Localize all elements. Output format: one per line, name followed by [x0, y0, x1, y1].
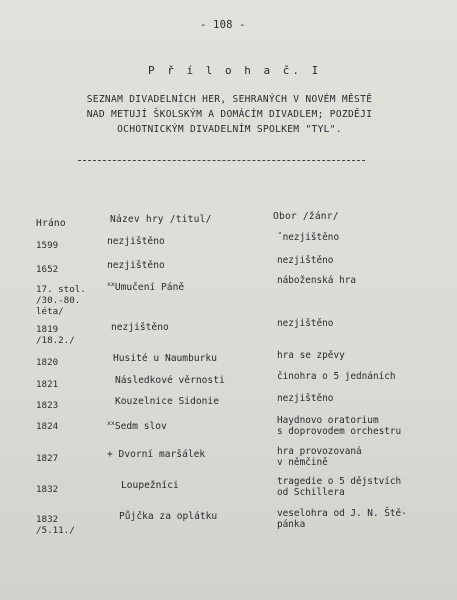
row-genre-line: od Schillera — [277, 487, 345, 498]
footnote-mark: xx — [107, 419, 115, 427]
row-year — [36, 284, 86, 317]
row-genre — [277, 508, 407, 530]
row-title-line: $^{xx}$Umučení Páně — [107, 280, 185, 293]
row-title — [115, 375, 225, 386]
row-title-line: nezjištěno — [107, 260, 165, 271]
document-title — [62, 92, 397, 137]
title-line: SEZNAM DIVADELNÍCH HER, SEHRANÝCH V NOVÉM MĚSTĚ — [86, 94, 373, 105]
row-title-line: nezjištěno — [107, 236, 165, 247]
appendix-heading: P ř í l o h a č. I — [148, 64, 322, 77]
row-genre-line: v němčině — [277, 457, 328, 468]
row-title — [113, 353, 217, 364]
row-year-line: 1819 — [36, 324, 59, 335]
title-line: NAD METUJÍ ŠKOLSKÝM A DOMÁCÍM DIVADLEM; POZDĚJI — [86, 109, 373, 120]
row-title — [111, 322, 169, 333]
column-header-title: Název hry /titul/ — [110, 214, 212, 225]
row-year — [36, 264, 58, 275]
row-title — [107, 260, 165, 271]
row-year-line: 1827 — [36, 453, 59, 464]
row-year — [36, 421, 58, 432]
row-year — [36, 453, 58, 464]
row-genre-line: nezjištěno — [277, 255, 334, 266]
row-year-line: 17. stol. — [36, 284, 86, 295]
row-genre-line: hra se zpěvy — [277, 350, 345, 361]
row-genre-line: s doprovodem orchestru — [277, 426, 402, 437]
row-genre-line: činohra o 5 jednáních — [277, 371, 396, 382]
row-title-line: Následkové věrnosti — [115, 375, 225, 386]
row-year-line: 1823 — [36, 400, 59, 411]
row-genre-line: pánka — [277, 519, 306, 530]
row-year-line: 1652 — [36, 264, 59, 275]
row-year-line: léta/ — [36, 306, 64, 317]
row-year — [36, 484, 58, 495]
row-year-line: 1832 — [36, 484, 59, 495]
row-year — [36, 400, 58, 411]
page-number: - 108 - — [200, 19, 246, 31]
row-year — [36, 240, 58, 251]
row-year-line: /18.2./ — [36, 335, 75, 346]
row-title-line: Kouzelnice Sidonie — [115, 396, 219, 407]
column-header-played: Hráno — [36, 218, 66, 229]
row-genre-line: tragedie o 5 dějstvích — [277, 476, 402, 487]
row-year — [36, 357, 58, 368]
row-genre — [277, 476, 401, 498]
row-genre — [277, 232, 339, 243]
row-year-line: 1820 — [36, 357, 59, 368]
row-title-line: + Dvorní maršálek — [107, 449, 206, 460]
row-genre-line: nezjištěno — [277, 393, 334, 404]
row-title — [119, 511, 217, 522]
row-genre-line: Haydnovo oratorium — [277, 415, 379, 426]
row-year — [36, 379, 58, 390]
row-title — [107, 236, 165, 247]
row-title-line: Loupežníci — [121, 480, 179, 491]
row-year-line: 1821 — [36, 379, 59, 390]
row-genre — [277, 350, 345, 361]
row-genre-line: ˇnezjištěno — [277, 232, 340, 243]
row-title-line: $^{xx}$Sedm slov — [107, 419, 167, 432]
row-title-line: Půjčka za oplátku — [119, 511, 218, 522]
row-title-line: nezjištěno — [111, 322, 169, 333]
row-title — [115, 396, 219, 407]
row-genre-line: náboženská hra — [277, 275, 357, 286]
row-year-line: 1599 — [36, 240, 59, 251]
footnote-mark: xx — [107, 280, 115, 288]
row-genre-line: nezjištěno — [277, 318, 334, 329]
row-genre — [277, 255, 333, 266]
row-year — [36, 514, 75, 536]
column-header-genre: Obor /žánr/ — [273, 211, 339, 222]
row-title — [121, 480, 179, 491]
row-year-line: /30.-80. — [36, 295, 81, 306]
title-line: OCHOTNICKÝM DIVADELNÍM SPOLKEM "TYL". — [117, 124, 342, 135]
row-genre — [277, 393, 333, 404]
row-genre-line: hra provozovaná — [277, 446, 362, 457]
row-title-line: Husité u Naumburku — [113, 353, 217, 364]
row-year — [36, 324, 75, 346]
row-title — [107, 449, 205, 460]
row-genre-line: veselohra od J. N. Ště- — [277, 508, 407, 519]
row-title — [107, 418, 167, 432]
row-year-line: /5.11./ — [36, 525, 75, 536]
row-genre — [277, 275, 356, 286]
row-year-line: 1824 — [36, 421, 59, 432]
row-genre — [277, 371, 396, 382]
row-year-line: 1832 — [36, 514, 59, 525]
row-title — [107, 279, 184, 293]
row-genre — [277, 446, 362, 468]
row-genre — [277, 415, 401, 437]
row-genre — [277, 318, 333, 329]
dashed-separator — [78, 160, 365, 161]
